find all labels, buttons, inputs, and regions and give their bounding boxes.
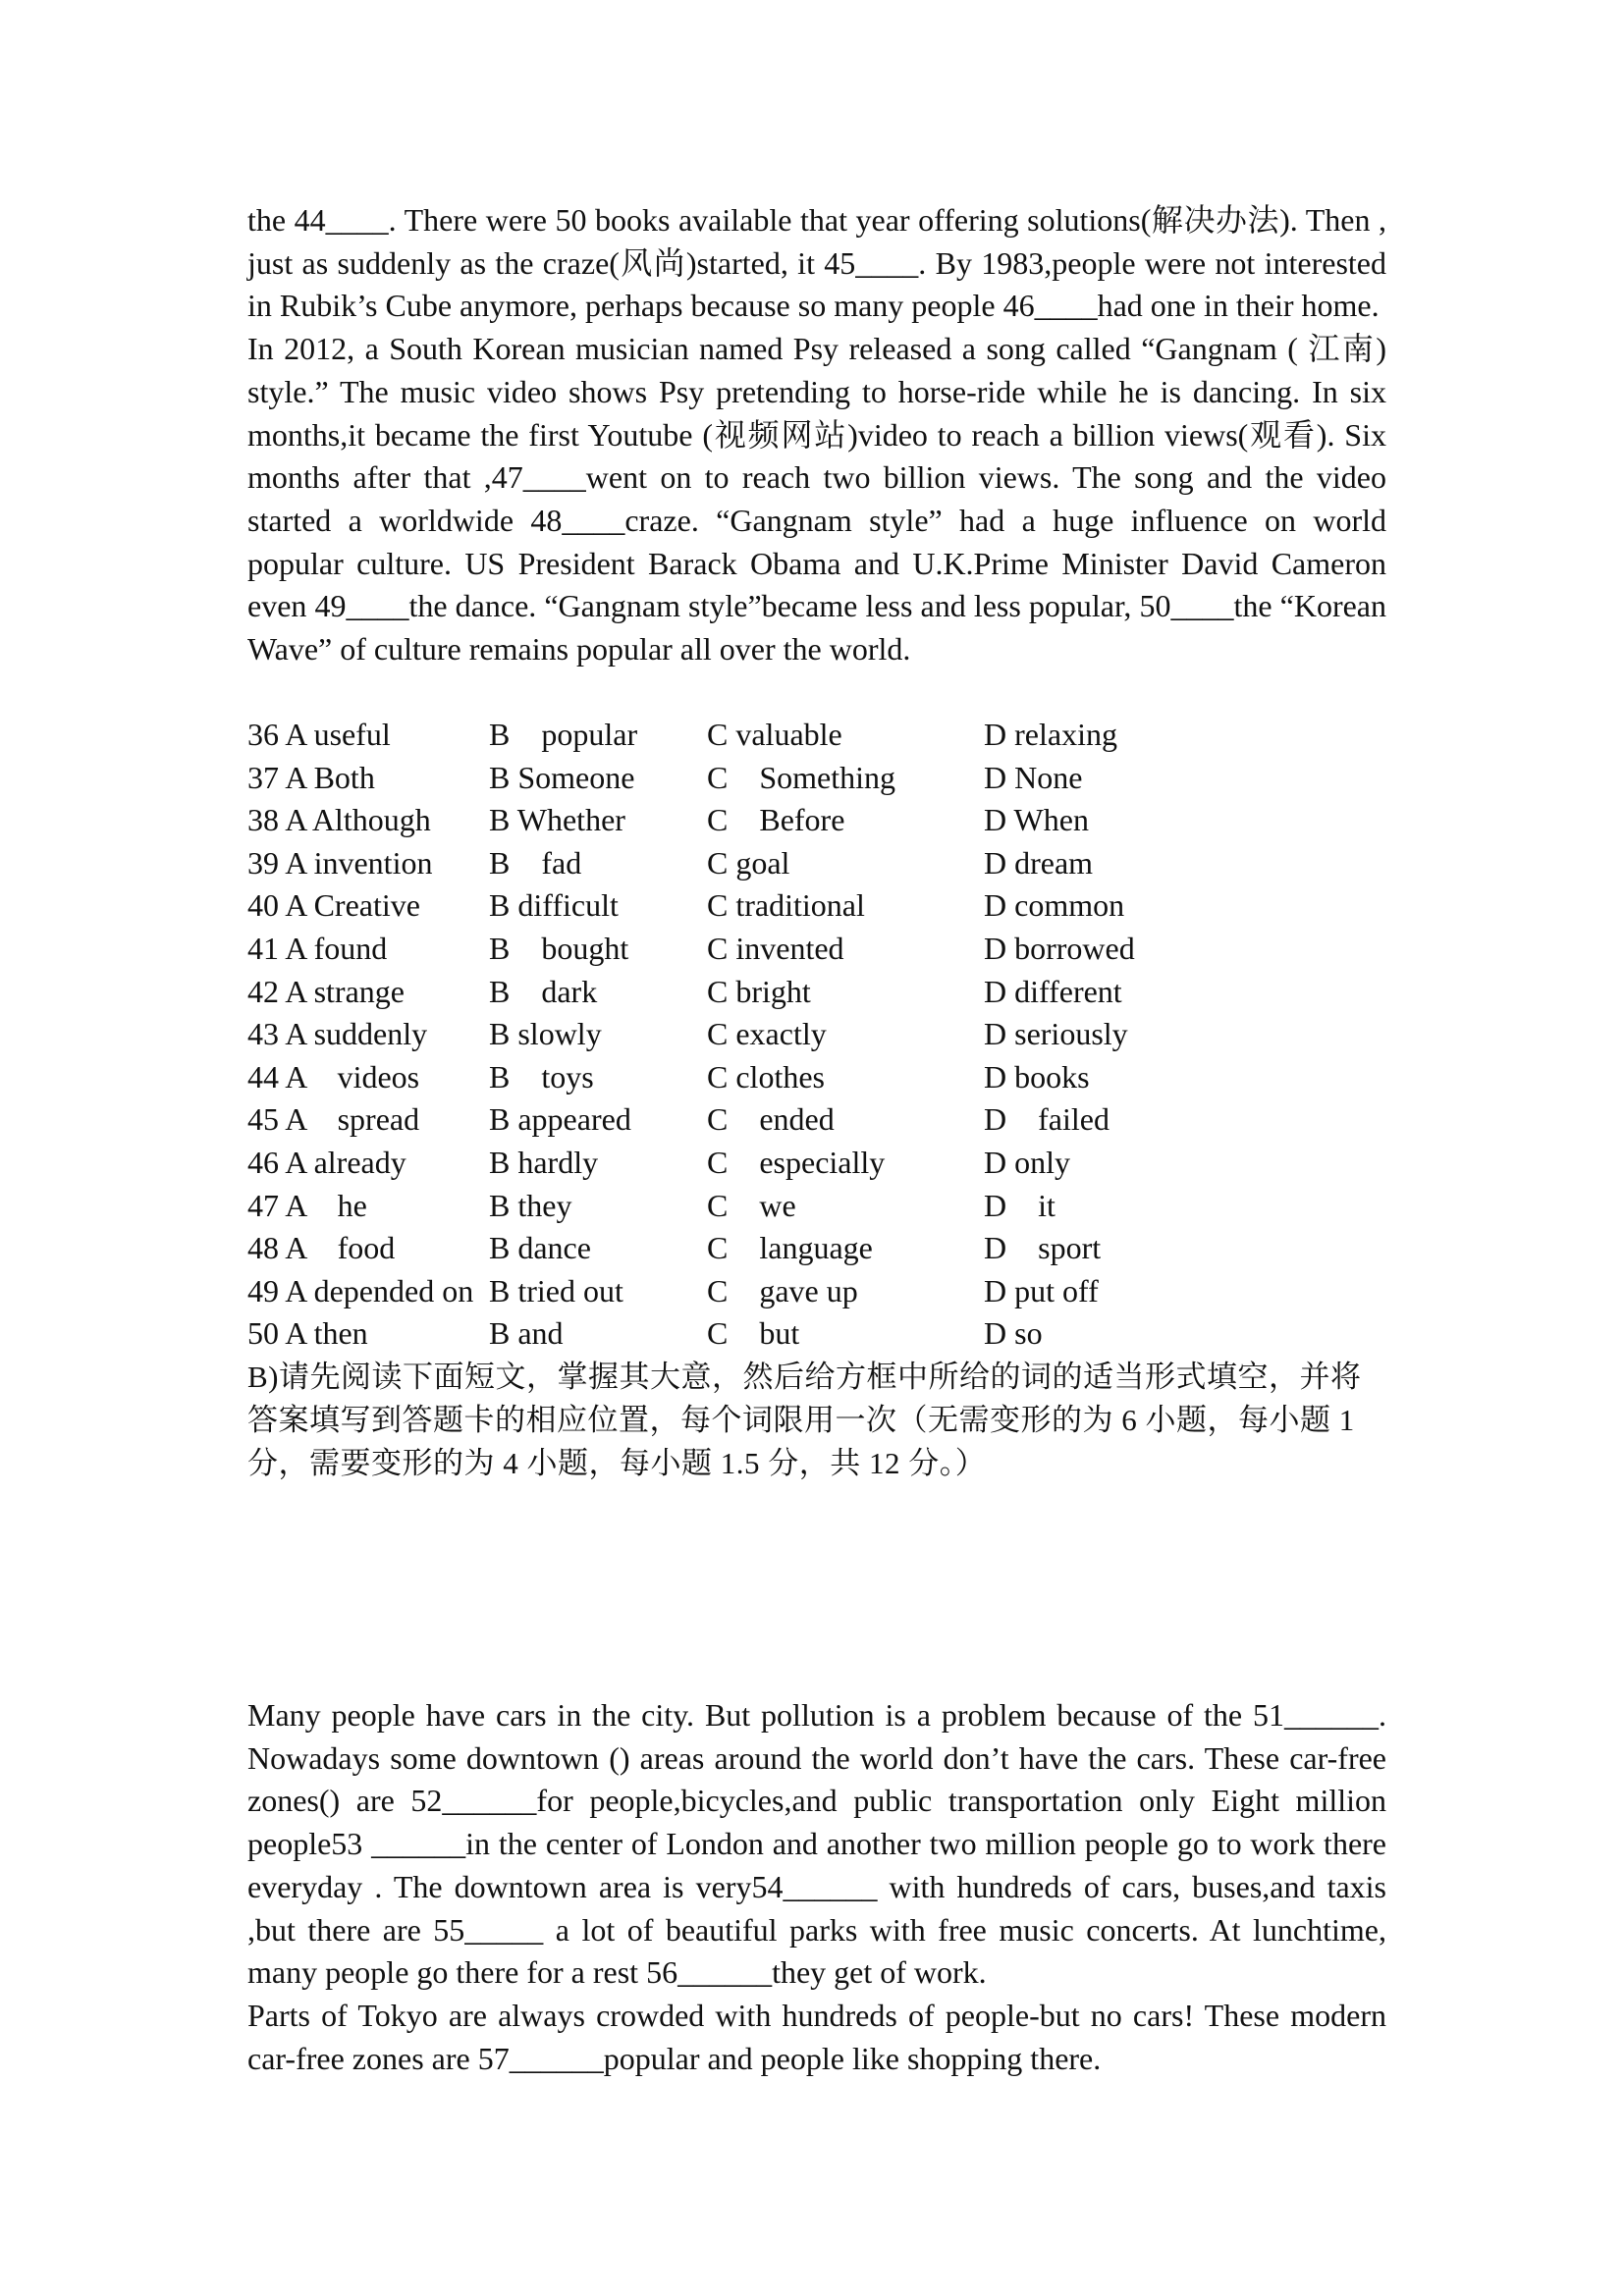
option-row [247, 1270, 1386, 1313]
option-row [247, 799, 1386, 842]
option-a: 37 A Both [247, 759, 375, 795]
option-c: C Something [707, 759, 896, 795]
options-table [247, 714, 1386, 1356]
option-row [247, 1098, 1386, 1142]
option-row [247, 1227, 1386, 1270]
option-a: 38 A Although [247, 802, 431, 838]
passage-a-paragraph-2: In 2012, a South Korean musician named Psy released a song called “Gangnam ( 江南) style.” The music video shows Psy pretending to horse-ride while he is dancing. In six months,it became the first Youtube (视频网站)video to reach a billion views(观看). Six months after that ,47____went on to reach two billion views. The song and the video started a worldwide 48____craze. “Gangnam style” had a huge influence on world popular culture. US President Barack Obama and U.K.Prime Minister David Cameron even 49____the dance. “Gangnam style”became less and less popular, 50____the “Korean Wave” of culture remains popular all over the world. [247, 331, 1386, 667]
option-d: D None [984, 759, 1083, 795]
option-b: B bought [489, 930, 629, 966]
option-d: D borrowed [984, 930, 1135, 966]
option-b: B appeared [489, 1101, 631, 1138]
option-a: 43 A suddenly [247, 1016, 428, 1052]
option-c: C gave up [707, 1272, 858, 1308]
option-b: B toys [489, 1058, 594, 1095]
option-b: B and [489, 1315, 564, 1352]
option-row [247, 971, 1386, 1014]
option-d: D sport [984, 1230, 1102, 1266]
option-d: D different [984, 973, 1122, 1009]
passage-b-paragraph-1: Many people have cars in the city. But pollution is a problem because of the 51______. Nowadays some downtown () areas around the world don’t have the cars. These car-free zones() are 52______for people,bicycles,and public transportation only Eight million people53 ______in the center of London and another two million people go to work there everyday . The downtown area is very54______ with hundreds of cars, buses,and taxis ,but there are 55_____ a lot of beautiful parks with free music concerts. At lunchtime, many people go there for a rest 56______they get of work. [247, 1697, 1386, 1991]
option-a: 39 A invention [247, 844, 433, 881]
option-d: D When [984, 802, 1089, 838]
option-row [247, 1056, 1386, 1099]
passage-b [247, 1694, 1386, 2080]
option-b: B dance [489, 1230, 591, 1266]
option-d: D dream [984, 844, 1094, 881]
option-a: 40 A Creative [247, 887, 420, 924]
option-d: D only [984, 1144, 1070, 1180]
option-a: 48 A food [247, 1230, 396, 1266]
option-a: 41 A found [247, 930, 388, 966]
option-c: C Before [707, 802, 845, 838]
option-c: C clothes [707, 1058, 825, 1095]
option-b: B Whether [489, 802, 625, 838]
option-d: D books [984, 1058, 1090, 1095]
option-row [247, 714, 1386, 757]
option-c: C traditional [707, 887, 865, 924]
option-row [247, 757, 1386, 800]
option-c: C exactly [707, 1016, 827, 1052]
section-b-instructions [247, 1356, 1386, 1485]
option-d: D put off [984, 1272, 1099, 1308]
option-b: B fad [489, 844, 582, 881]
option-c: C valuable [707, 717, 842, 752]
option-c: C ended [707, 1101, 835, 1138]
option-d: D so [984, 1315, 1043, 1352]
option-a: 47 A he [247, 1187, 367, 1223]
option-c: C we [707, 1187, 796, 1223]
option-b: B difficult [489, 887, 619, 924]
passage-a-paragraph-1: the 44____. There were 50 books available that year offering solutions(解决办法). Then , just as suddenly as the craze(风尚)started, it 45____. By 1983,people were not interested in Rubik’s Cube anymore, perhaps because so many people 46____had one in their home. [247, 202, 1386, 324]
option-c: C but [707, 1315, 800, 1352]
option-row [247, 1013, 1386, 1056]
option-b: B popular [489, 717, 638, 752]
option-a: 46 A already [247, 1144, 406, 1180]
option-row [247, 928, 1386, 971]
option-a: 44 A videos [247, 1058, 420, 1095]
option-b: B tried out [489, 1272, 623, 1308]
option-row [247, 1312, 1386, 1356]
option-d: D common [984, 887, 1125, 924]
option-c: C especially [707, 1144, 886, 1180]
option-row [247, 1185, 1386, 1228]
option-a: 45 A spread [247, 1101, 420, 1138]
option-b: B Someone [489, 759, 635, 795]
passage-a [247, 199, 1386, 671]
option-d: D it [984, 1187, 1056, 1223]
passage-b-paragraph-2: Parts of Tokyo are always crowded with hundreds of people-but no cars! These modern car-free zones are 57______popular and people like shopping there. [247, 1997, 1386, 2076]
option-c: C goal [707, 844, 790, 881]
option-row [247, 884, 1386, 928]
option-d: D relaxing [984, 717, 1117, 752]
option-a: 50 A then [247, 1315, 368, 1352]
option-b: B hardly [489, 1144, 599, 1180]
option-d: D failed [984, 1101, 1110, 1138]
option-b: B dark [489, 973, 598, 1009]
option-a: 36 A useful [247, 717, 391, 752]
option-d: D seriously [984, 1016, 1128, 1052]
option-c: C language [707, 1230, 873, 1266]
instructions-text: B)请先阅读下面短文，掌握其大意，然后给方框中所给的词的适当形式填空，并将答案填写到答题卡的相应位置，每个词限用一次（无需变形的为 6 小题，每小题 1 分，需要变形的为 4 小题，每小题 1.5 分，共 12 分。） [247, 1360, 1362, 1480]
option-row [247, 1142, 1386, 1185]
option-c: C bright [707, 973, 811, 1009]
option-b: B they [489, 1187, 572, 1223]
option-a: 49 A depended on [247, 1272, 474, 1308]
option-b: B slowly [489, 1016, 602, 1052]
option-c: C invented [707, 930, 844, 966]
option-a: 42 A strange [247, 973, 405, 1009]
option-row [247, 842, 1386, 885]
